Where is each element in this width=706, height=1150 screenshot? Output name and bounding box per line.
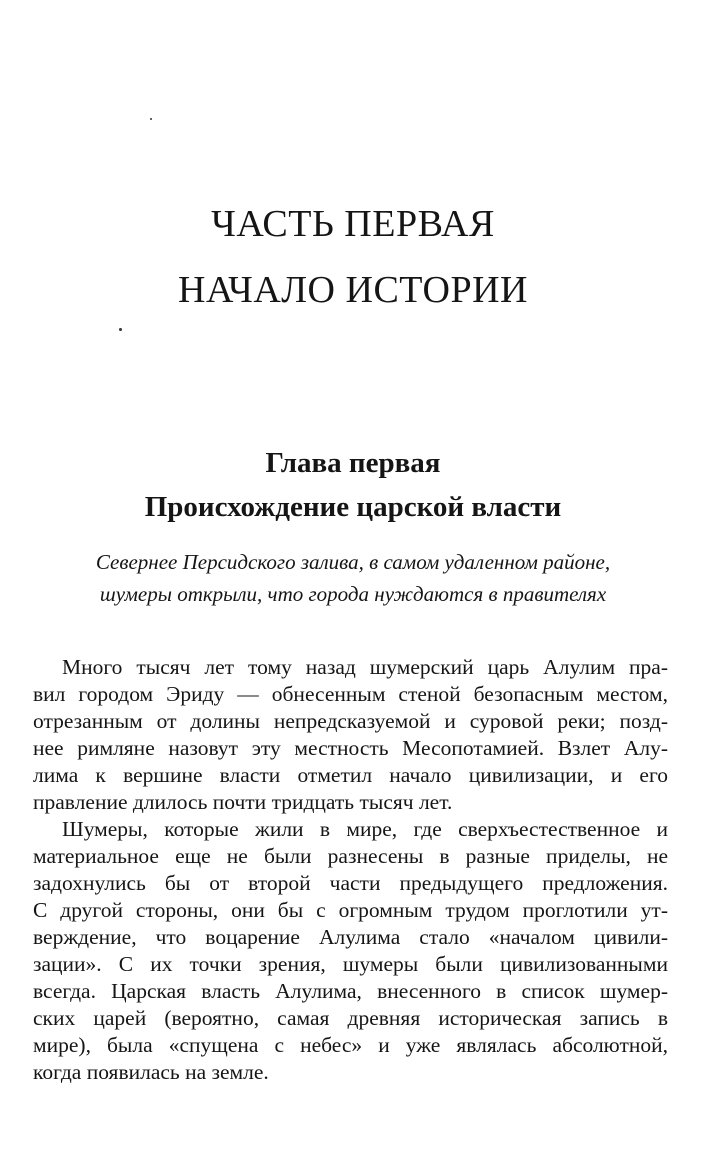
chapter-number: Глава первая <box>265 447 441 479</box>
text-line: материальное еще не были разнесены в разные приделы, не <box>33 844 668 868</box>
text-line: Много тысяч лет тому назад шумерский царь Алулим пра- <box>62 655 668 679</box>
text-line: верждение, что воцарение Алулима стало «началом цивили- <box>33 925 668 949</box>
chapter-title: Происхождение царской власти <box>144 491 562 523</box>
part-title-line-1: ЧАСТЬ ПЕРВАЯ <box>211 203 495 245</box>
text-line: ских царей (вероятно, самая древняя историческая запись в <box>33 1006 668 1030</box>
paragraph <box>33 654 668 816</box>
part-title-line-2: НАЧАЛО ИСТОРИИ <box>178 269 528 311</box>
scan-speck <box>150 118 152 120</box>
text-line: мире), была «спущена с небес» и уже являлась абсолютной, <box>33 1033 668 1057</box>
text-line: всегда. Царская власть Алулима, внесенного в список шумер- <box>33 979 668 1003</box>
text-line: правление длилось почти тридцать тысяч лет. <box>33 790 453 814</box>
text-line: когда появилась на земле. <box>33 1060 269 1084</box>
text-line: отрезанным от долины непредсказуемой и суровой реки; позд- <box>33 709 668 733</box>
text-line: вил городом Эриду — обнесенным стеной безопасным местом, <box>33 682 668 706</box>
text-line: зации». С их точки зрения, шумеры были цивилизованными <box>33 952 668 976</box>
paragraph <box>33 816 668 1086</box>
text-line: лима к вершине власти отметил начало цивилизации, и его <box>33 763 668 787</box>
text-line: С другой стороны, они бы с огромным трудом проглотили ут- <box>33 898 668 922</box>
text-line: нее римляне назовут эту местность Месопотамией. Взлет Алу- <box>33 736 668 760</box>
epigraph-line-1: Севернее Персидского залива, в самом удаленном районе, <box>95 550 611 574</box>
text-line: задохнулись бы от второй части предыдущего предложения. <box>33 871 668 895</box>
text-line: Шумеры, которые жили в мире, где сверхъестественное и <box>62 817 668 841</box>
epigraph <box>0 546 706 610</box>
scan-speck <box>119 328 122 331</box>
body-text <box>33 654 668 1086</box>
epigraph-line-2: шумеры открыли, что города нуждаются в правителях <box>99 582 607 606</box>
